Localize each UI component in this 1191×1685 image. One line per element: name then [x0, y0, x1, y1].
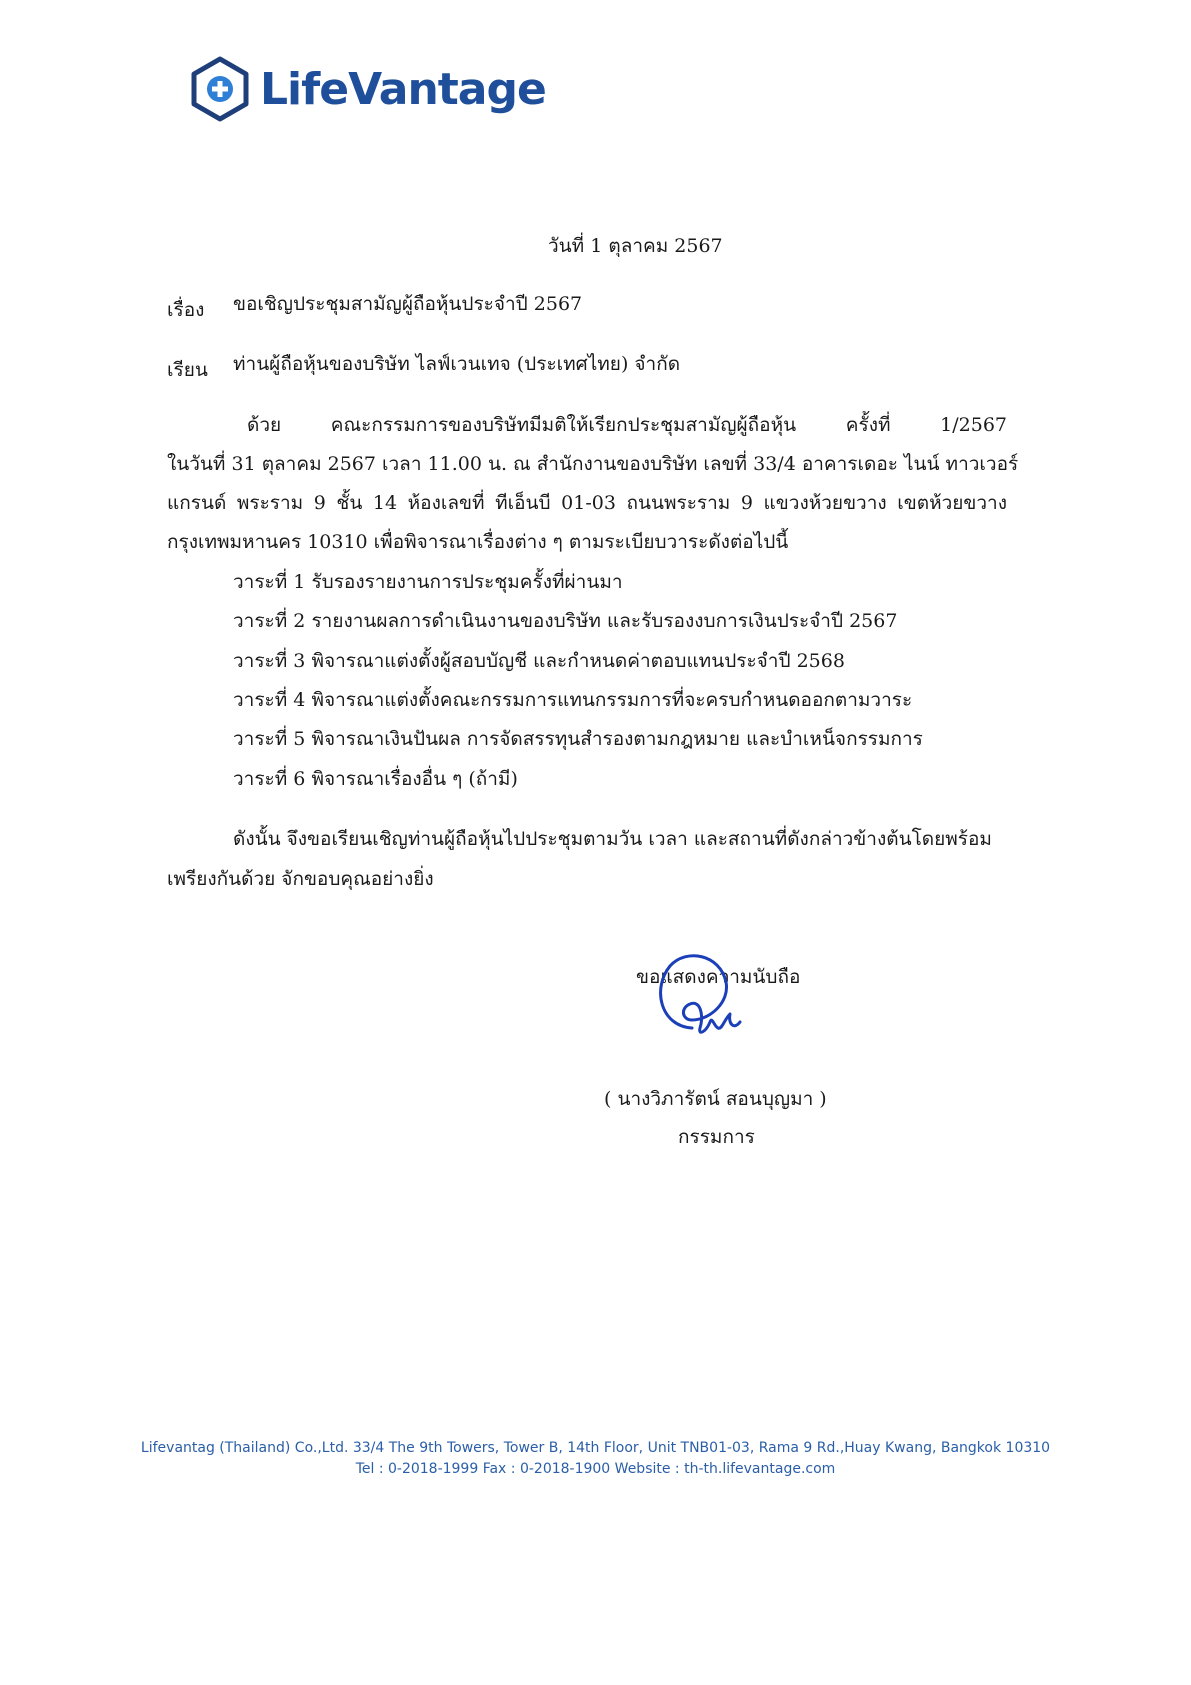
agenda-item-6: วาระที่ 6 พิจารณาเรื่องอื่น ๆ (ถ้ามี)	[233, 768, 518, 790]
agenda-item-4: วาระที่ 4 พิจารณาแต่งตั้งคณะกรรมการแทนกรรมการที่จะครบกำหนดออกตามวาระ	[233, 689, 913, 711]
logo-text: LifeVantage	[260, 63, 546, 115]
signer-name: ( นางวิภารัตน์ สอนบุญมา )	[604, 1088, 827, 1110]
letter-date: วันที่ 1 ตุลาคม 2567	[548, 235, 723, 257]
body-line-4: กรุงเทพมหานคร 10310 เพื่อพิจารณาเรื่องต่าง ๆ ตามระเบียบวาระดังต่อไปนี้	[167, 531, 789, 553]
agenda-item-3: วาระที่ 3 พิจารณาแต่งตั้งผู้สอบบัญชี และกำหนดค่าตอบแทนประจำปี 2568	[233, 650, 845, 672]
agenda-item-2: วาระที่ 2 รายงานผลการดำเนินงานของบริษัท และรับรองงบการเงินประจำปี 2567	[233, 610, 898, 632]
regards-text: ขอแสดงความนับถือ	[636, 966, 801, 988]
subject-text: ขอเชิญประชุมสามัญผู้ถือหุ้นประจำปี 2567	[233, 293, 583, 315]
to-text: ท่านผู้ถือหุ้นของบริษัท ไลฟ์เวนเทจ (ประเทศไทย) จำกัด	[233, 353, 681, 375]
body-line-2: ในวันที่ 31 ตุลาคม 2567 เวลา 11.00 น. ณ สำนักงานของบริษัท เลขที่ 33/4 อาคารเดอะ ไนน์ ทาวเวอร์	[167, 453, 1019, 475]
footer-contact: Tel : 0-2018-1999 Fax : 0-2018-1900 Website : th-th.lifevantage.com	[355, 1461, 836, 1477]
closing-line-2: เพรียงกันด้วย จักขอบคุณอย่างยิ่ง	[167, 868, 434, 890]
body-line-3: แกรนด์ พระราม 9 ชั้น 14 ห้องเลขที่ ทีเอ็นบี 01-03 ถนนพระราม 9 แขวงห้วยขวาง เขตห้วยขวาง	[167, 492, 1007, 514]
agenda-item-1: วาระที่ 1 รับรองรายงานการประชุมครั้งที่ผ่านมา	[233, 571, 623, 593]
agenda-item-5: วาระที่ 5 พิจารณาเงินปันผล การจัดสรรทุนสำรองตามกฎหมาย และบำเหน็จกรรมการ	[233, 728, 923, 750]
plus-hexagon-icon	[190, 56, 250, 122]
subject-label: เรื่อง	[167, 299, 205, 321]
footer-address: Lifevantag (Thailand) Co.,Ltd. 33/4 The 9th Towers, Tower B, 14th Floor, Unit TNB01-03, Rama 9 Rd.,Huay Kwang, Bangkok 10310	[140, 1440, 1051, 1456]
handwritten-signature	[640, 948, 760, 1068]
closing-line-1: ดังนั้น จึงขอเรียนเชิญท่านผู้ถือหุ้นไปประชุมตามวัน เวลา และสถานที่ดังกล่าวข้างต้นโดยพร้อม	[233, 828, 992, 850]
body-line-1: ด้วย คณะกรรมการของบริษัทมีมติให้เรียกประชุมสามัญผู้ถือหุ้น ครั้งที่ 1/2567	[247, 414, 1007, 436]
company-logo	[190, 55, 546, 123]
to-label: เรียน	[167, 359, 208, 381]
signer-title: กรรมการ	[678, 1126, 755, 1148]
